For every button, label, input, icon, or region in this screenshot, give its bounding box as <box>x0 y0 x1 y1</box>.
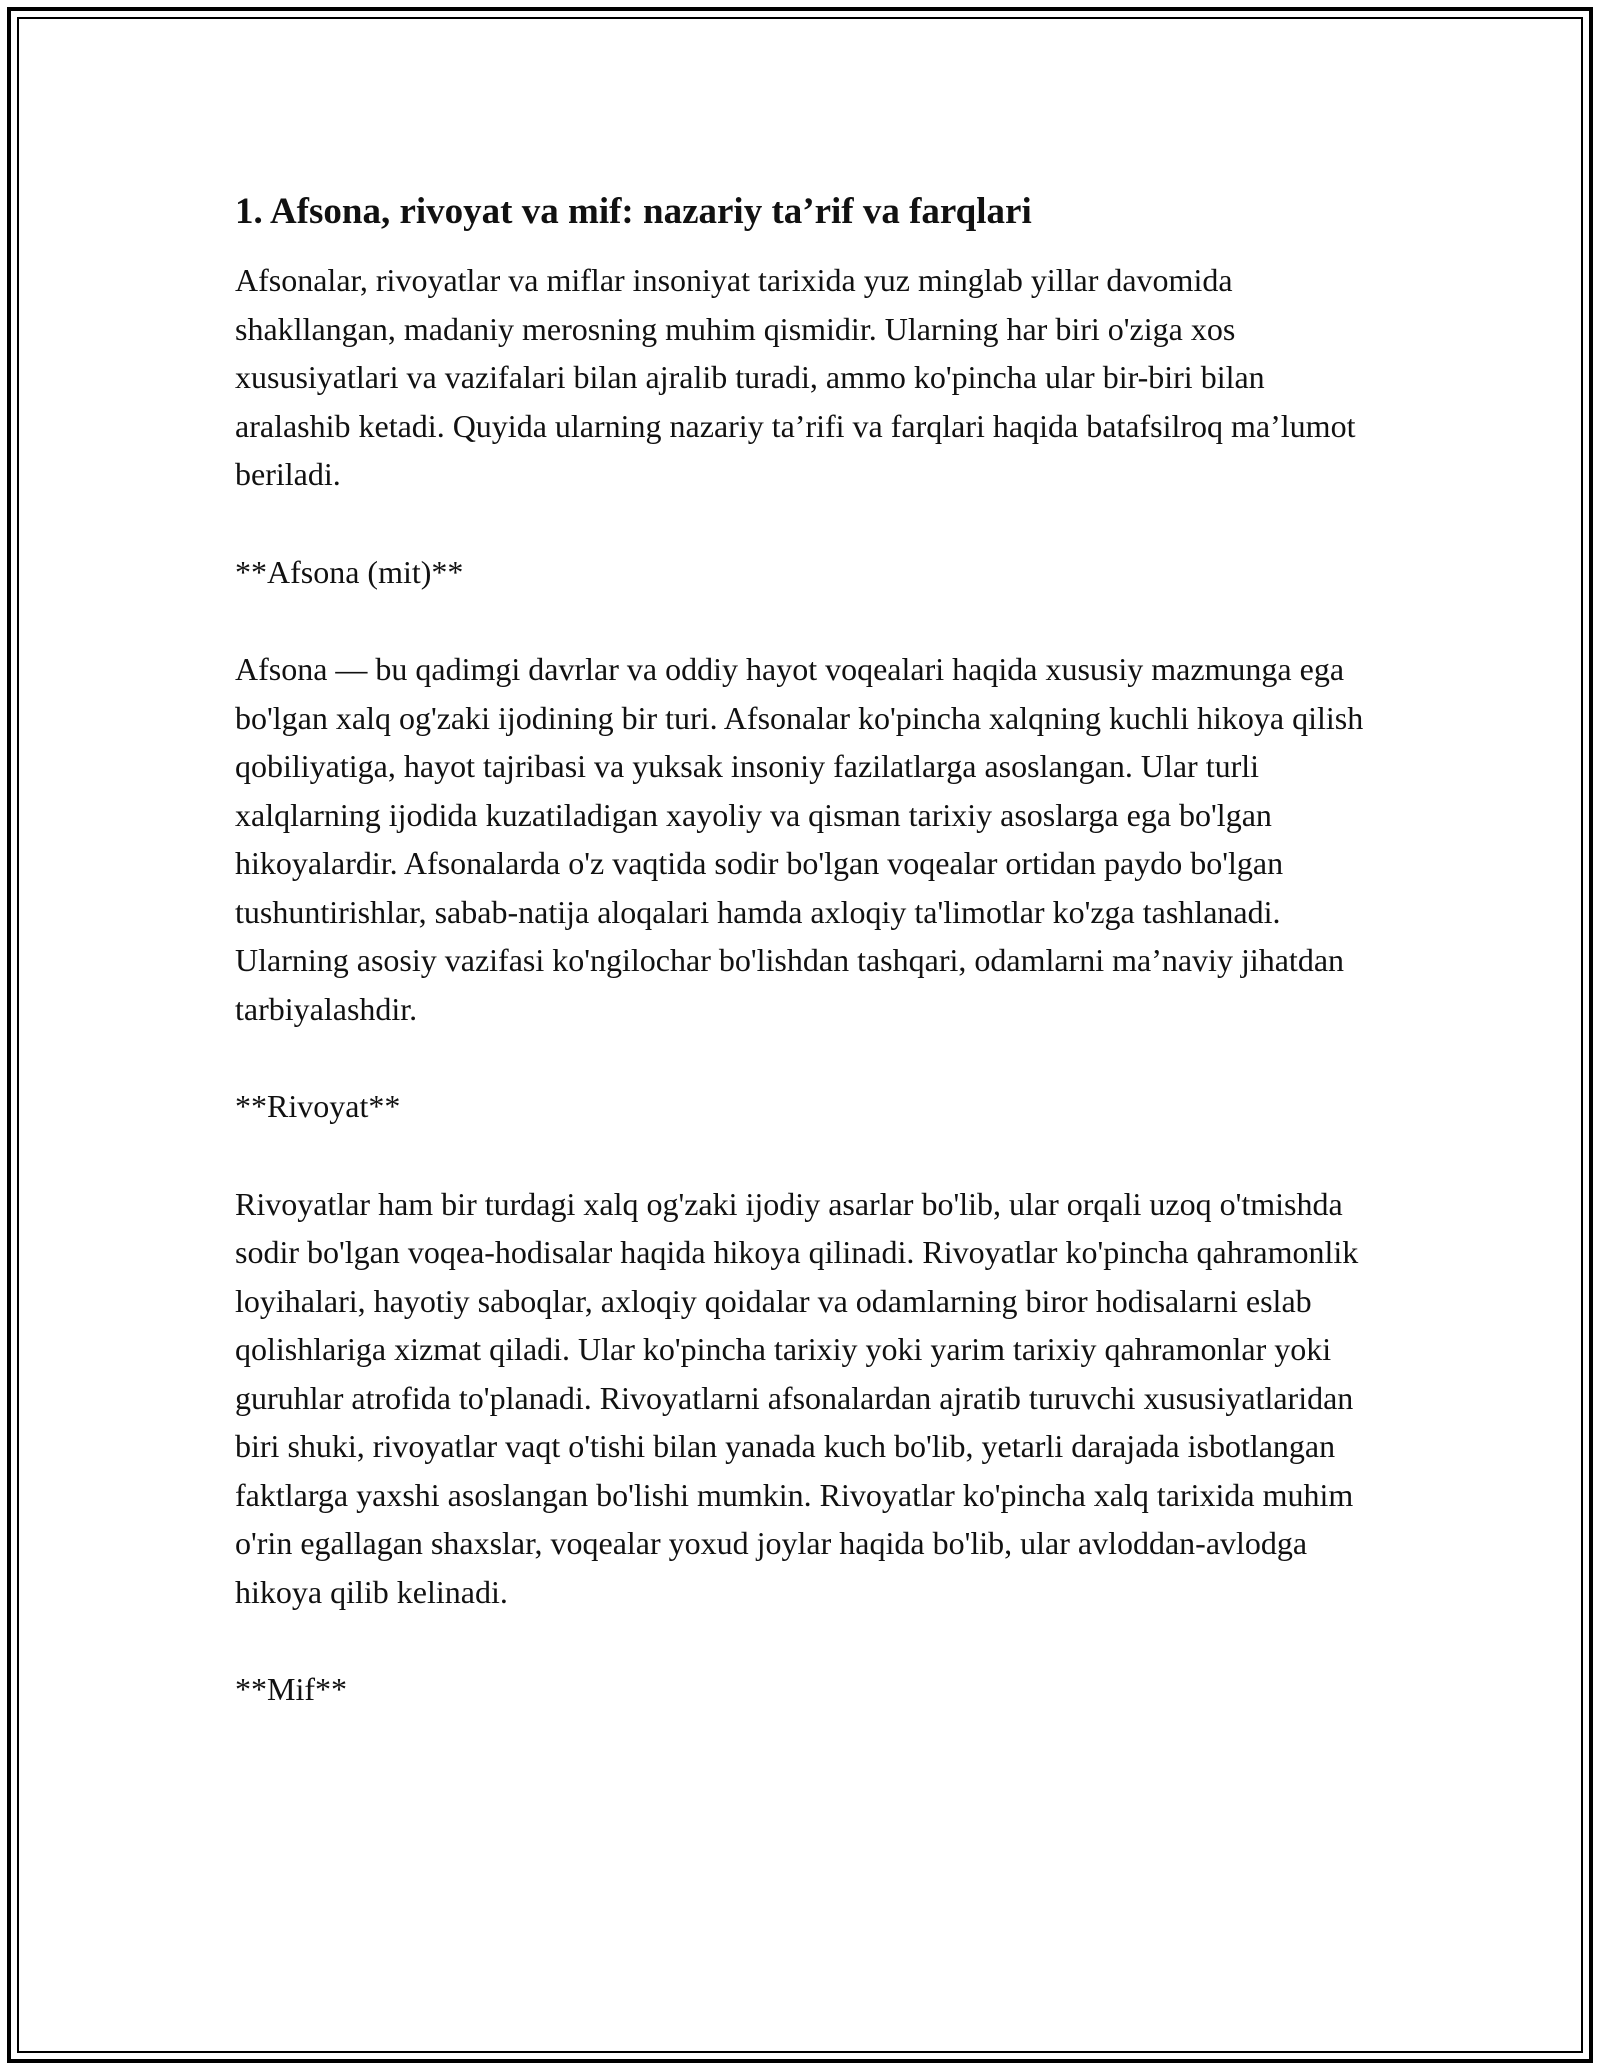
afsona-paragraph: Afsona — bu qadimgi davrlar va oddiy hayot voqealari haqida xususiy mazmunga ega bo'lgan xalq og'zaki ijodining bir turi. Afsonalar ko'pincha xalqning kuchli hikoya qilish qobiliyatiga, hayot tajribasi va yuksak insoniy fazilatlarga asoslangan. Ular turli xalqlarning ijodida kuzatiladigan xayoliy va qisman tarixiy asoslarga ega bo'lgan hikoyalardir. Afsonalarda o'z vaqtida sodir bo'lgan voqealar ortidan paydo bo'lgan tushuntirishlar, sabab-natija aloqalari hamda axloqiy ta'limotlar ko'zga tashlanadi. Ularning asosiy vazifasi ko'ngilochar bo'lishdan tashqari, odamlarni ma’naviy jihatdan tarbiyalashdir. <box>235 651 1364 1027</box>
afsona-label: **Afsona (mit)** <box>235 553 464 590</box>
mif-label: **Mif** <box>235 1671 347 1707</box>
rivoyat-paragraph: Rivoyatlar ham bir turdagi xalq og'zaki ijodiy asarlar bo'lib, ular orqali uzoq o'tmishda sodir bo'lgan voqea-hodisalar haqida hikoya qilinadi. Rivoyatlar ko'pincha qahramonlik loyihalari, hayotiy saboqlar, axloqiy qoidalar va odamlarning biror hodisalarni eslab qolishlariga xizmat qiladi. Ular ko'pincha tarixiy yoki yarim tarixiy qahramonlar yoki guruhlar atrofida to'planadi. Rivoyatlarni afsonalardan ajratib turuvchi xususiyatlaridan biri shuki, rivoyatlar vaqt o'tishi bilan yanada kuch bo'lib, yetarli darajada isbotlangan faktlarga yaxshi asoslangan bo'lishi mumkin. Rivoyatlar ko'pincha xalq tarixida muhim o'rin egallagan shaxslar, voqealar yoxud joylar haqida bo'lib, ular avloddan-avlodga hikoya qilib kelinadi. <box>235 1185 1359 1610</box>
rivoyat-label: **Rivoyat** <box>235 1088 401 1124</box>
intro-paragraph: Afsonalar, rivoyatlar va miflar insoniyat tarixida yuz minglab yillar davomida shakllangan, madaniy merosning muhim qismidir. Ularning har biri o'ziga xos xususiyatlari va vazifalari bilan ajralib turadi, ammo ko'pincha ular bir-biri bilan aralashib ketadi. Quyida ularning nazariy ta’rifi va farqlari haqida batafsilroq ma’lumot beriladi. <box>235 262 1356 492</box>
section-heading: 1. Afsona, rivoyat va mif: nazariy ta’rif va farqlari <box>235 191 1032 232</box>
document-body <box>235 186 1375 1763</box>
